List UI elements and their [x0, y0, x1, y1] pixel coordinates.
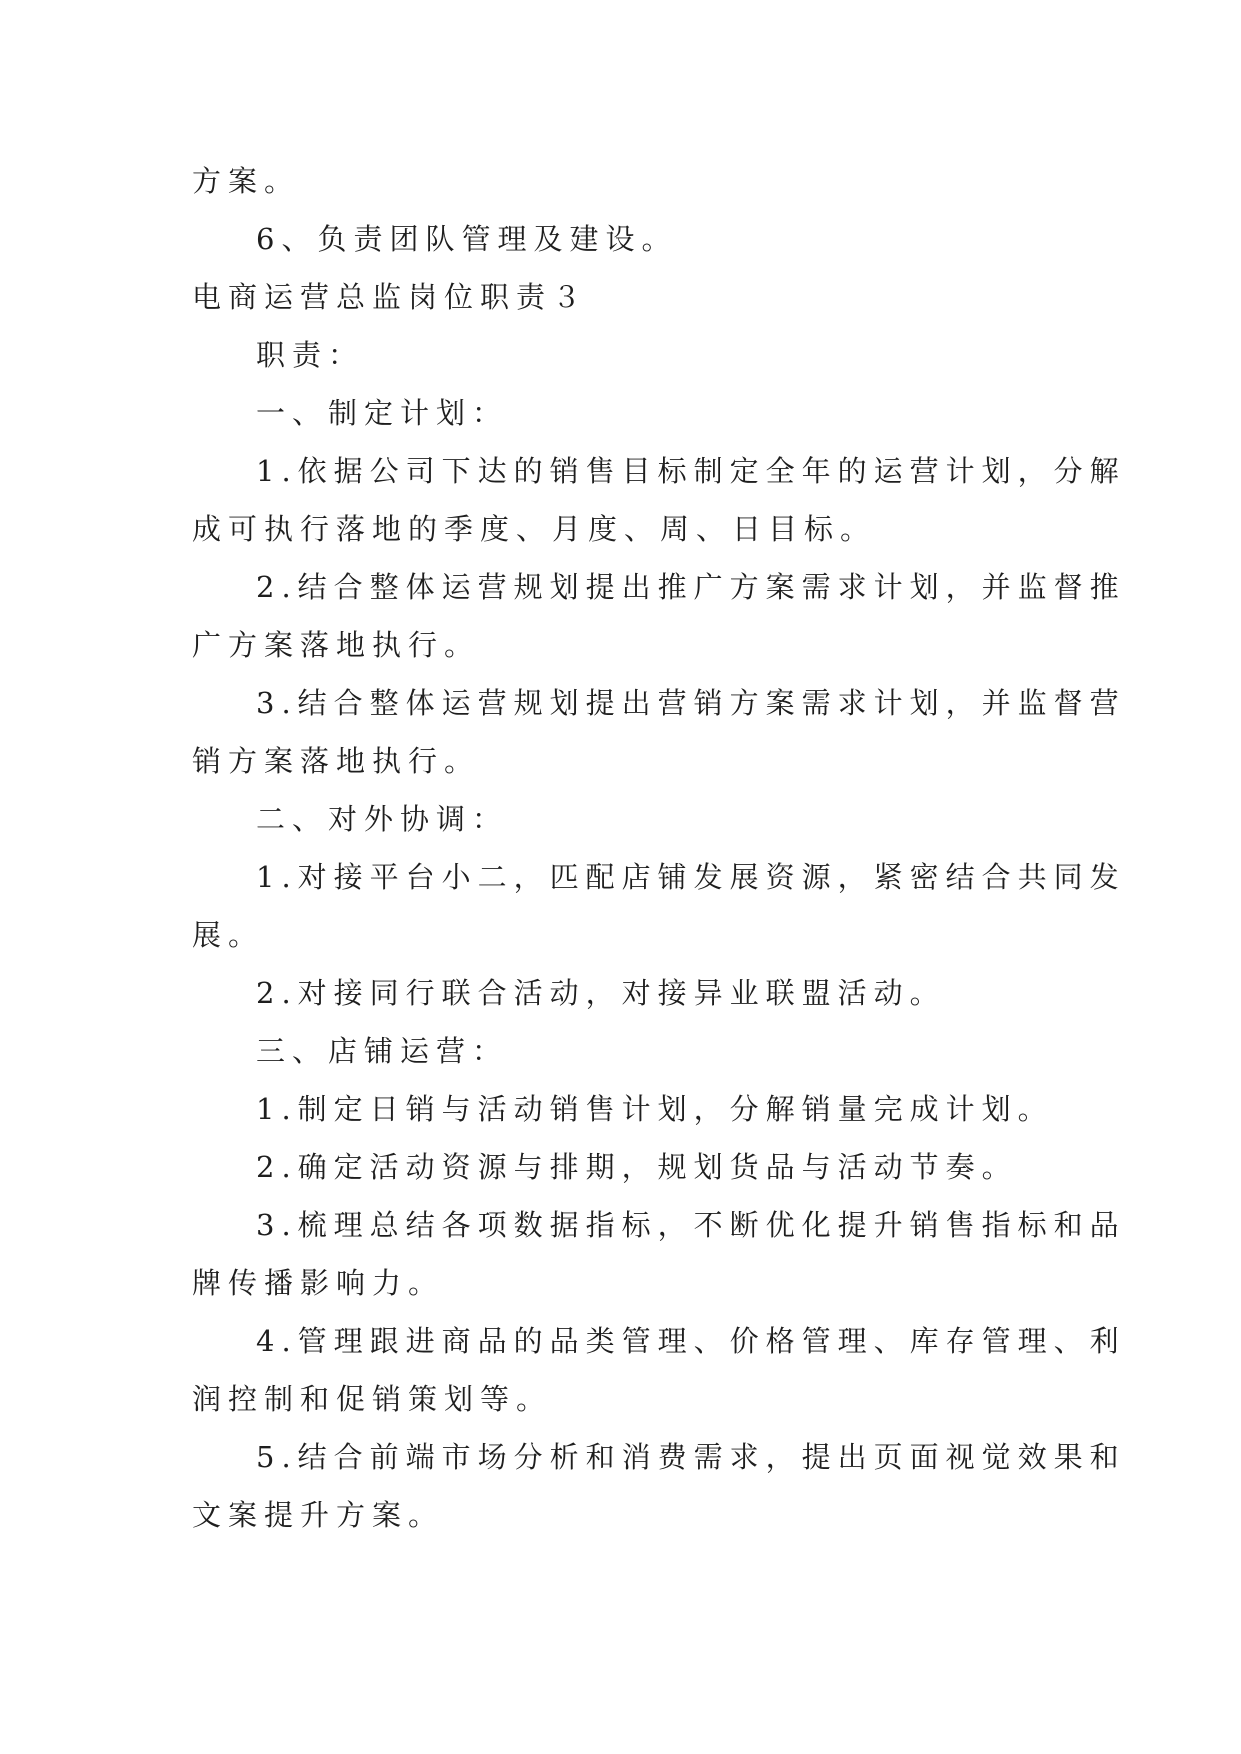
text-line: 展。	[192, 918, 265, 952]
text-line: 广方案落地执行。	[192, 628, 481, 662]
subsection-heading: 一、制定计划：	[256, 396, 509, 430]
text-line: 3.梳理总结各项数据指标，不断优化提升销售指标和品	[256, 1208, 1126, 1242]
subsection-heading: 二、对外协调：	[256, 802, 509, 836]
text-line: 5.结合前端市场分析和消费需求，提出页面视觉效果和	[256, 1440, 1126, 1474]
text-line: 1.制定日销与活动销售计划，分解销量完成计划。	[256, 1092, 1054, 1126]
text-line: 2.结合整体运营规划提出推广方案需求计划，并监督推	[256, 570, 1126, 604]
text-line: 方案。	[192, 164, 301, 198]
text-line: 1.对接平台小二，匹配店铺发展资源，紧密结合共同发	[256, 860, 1126, 894]
subsection-heading: 三、店铺运营：	[256, 1034, 509, 1068]
section-heading: 电商运营总监岗位职责３	[192, 280, 589, 314]
text-line: 3.结合整体运营规划提出营销方案需求计划，并监督营	[256, 686, 1126, 720]
document-body	[192, 152, 1126, 1544]
text-line: 2.确定活动资源与排期，规划货品与活动节奏。	[256, 1150, 1018, 1184]
text-line: 牌传播影响力。	[192, 1266, 445, 1300]
text-line: 6、负责团队管理及建设。	[256, 222, 678, 256]
text-line: 职责：	[256, 338, 365, 372]
text-line: 润控制和促销策划等。	[192, 1382, 553, 1416]
text-line: 成可执行落地的季度、月度、周、日目标。	[192, 512, 877, 546]
text-line: 2.对接同行联合活动，对接异业联盟活动。	[256, 976, 946, 1010]
text-line: 1.依据公司下达的销售目标制定全年的运营计划，分解	[256, 454, 1126, 488]
text-line: 文案提升方案。	[192, 1498, 445, 1532]
text-line: 销方案落地执行。	[192, 744, 481, 778]
text-line: 4.管理跟进商品的品类管理、价格管理、库存管理、利	[256, 1324, 1126, 1358]
